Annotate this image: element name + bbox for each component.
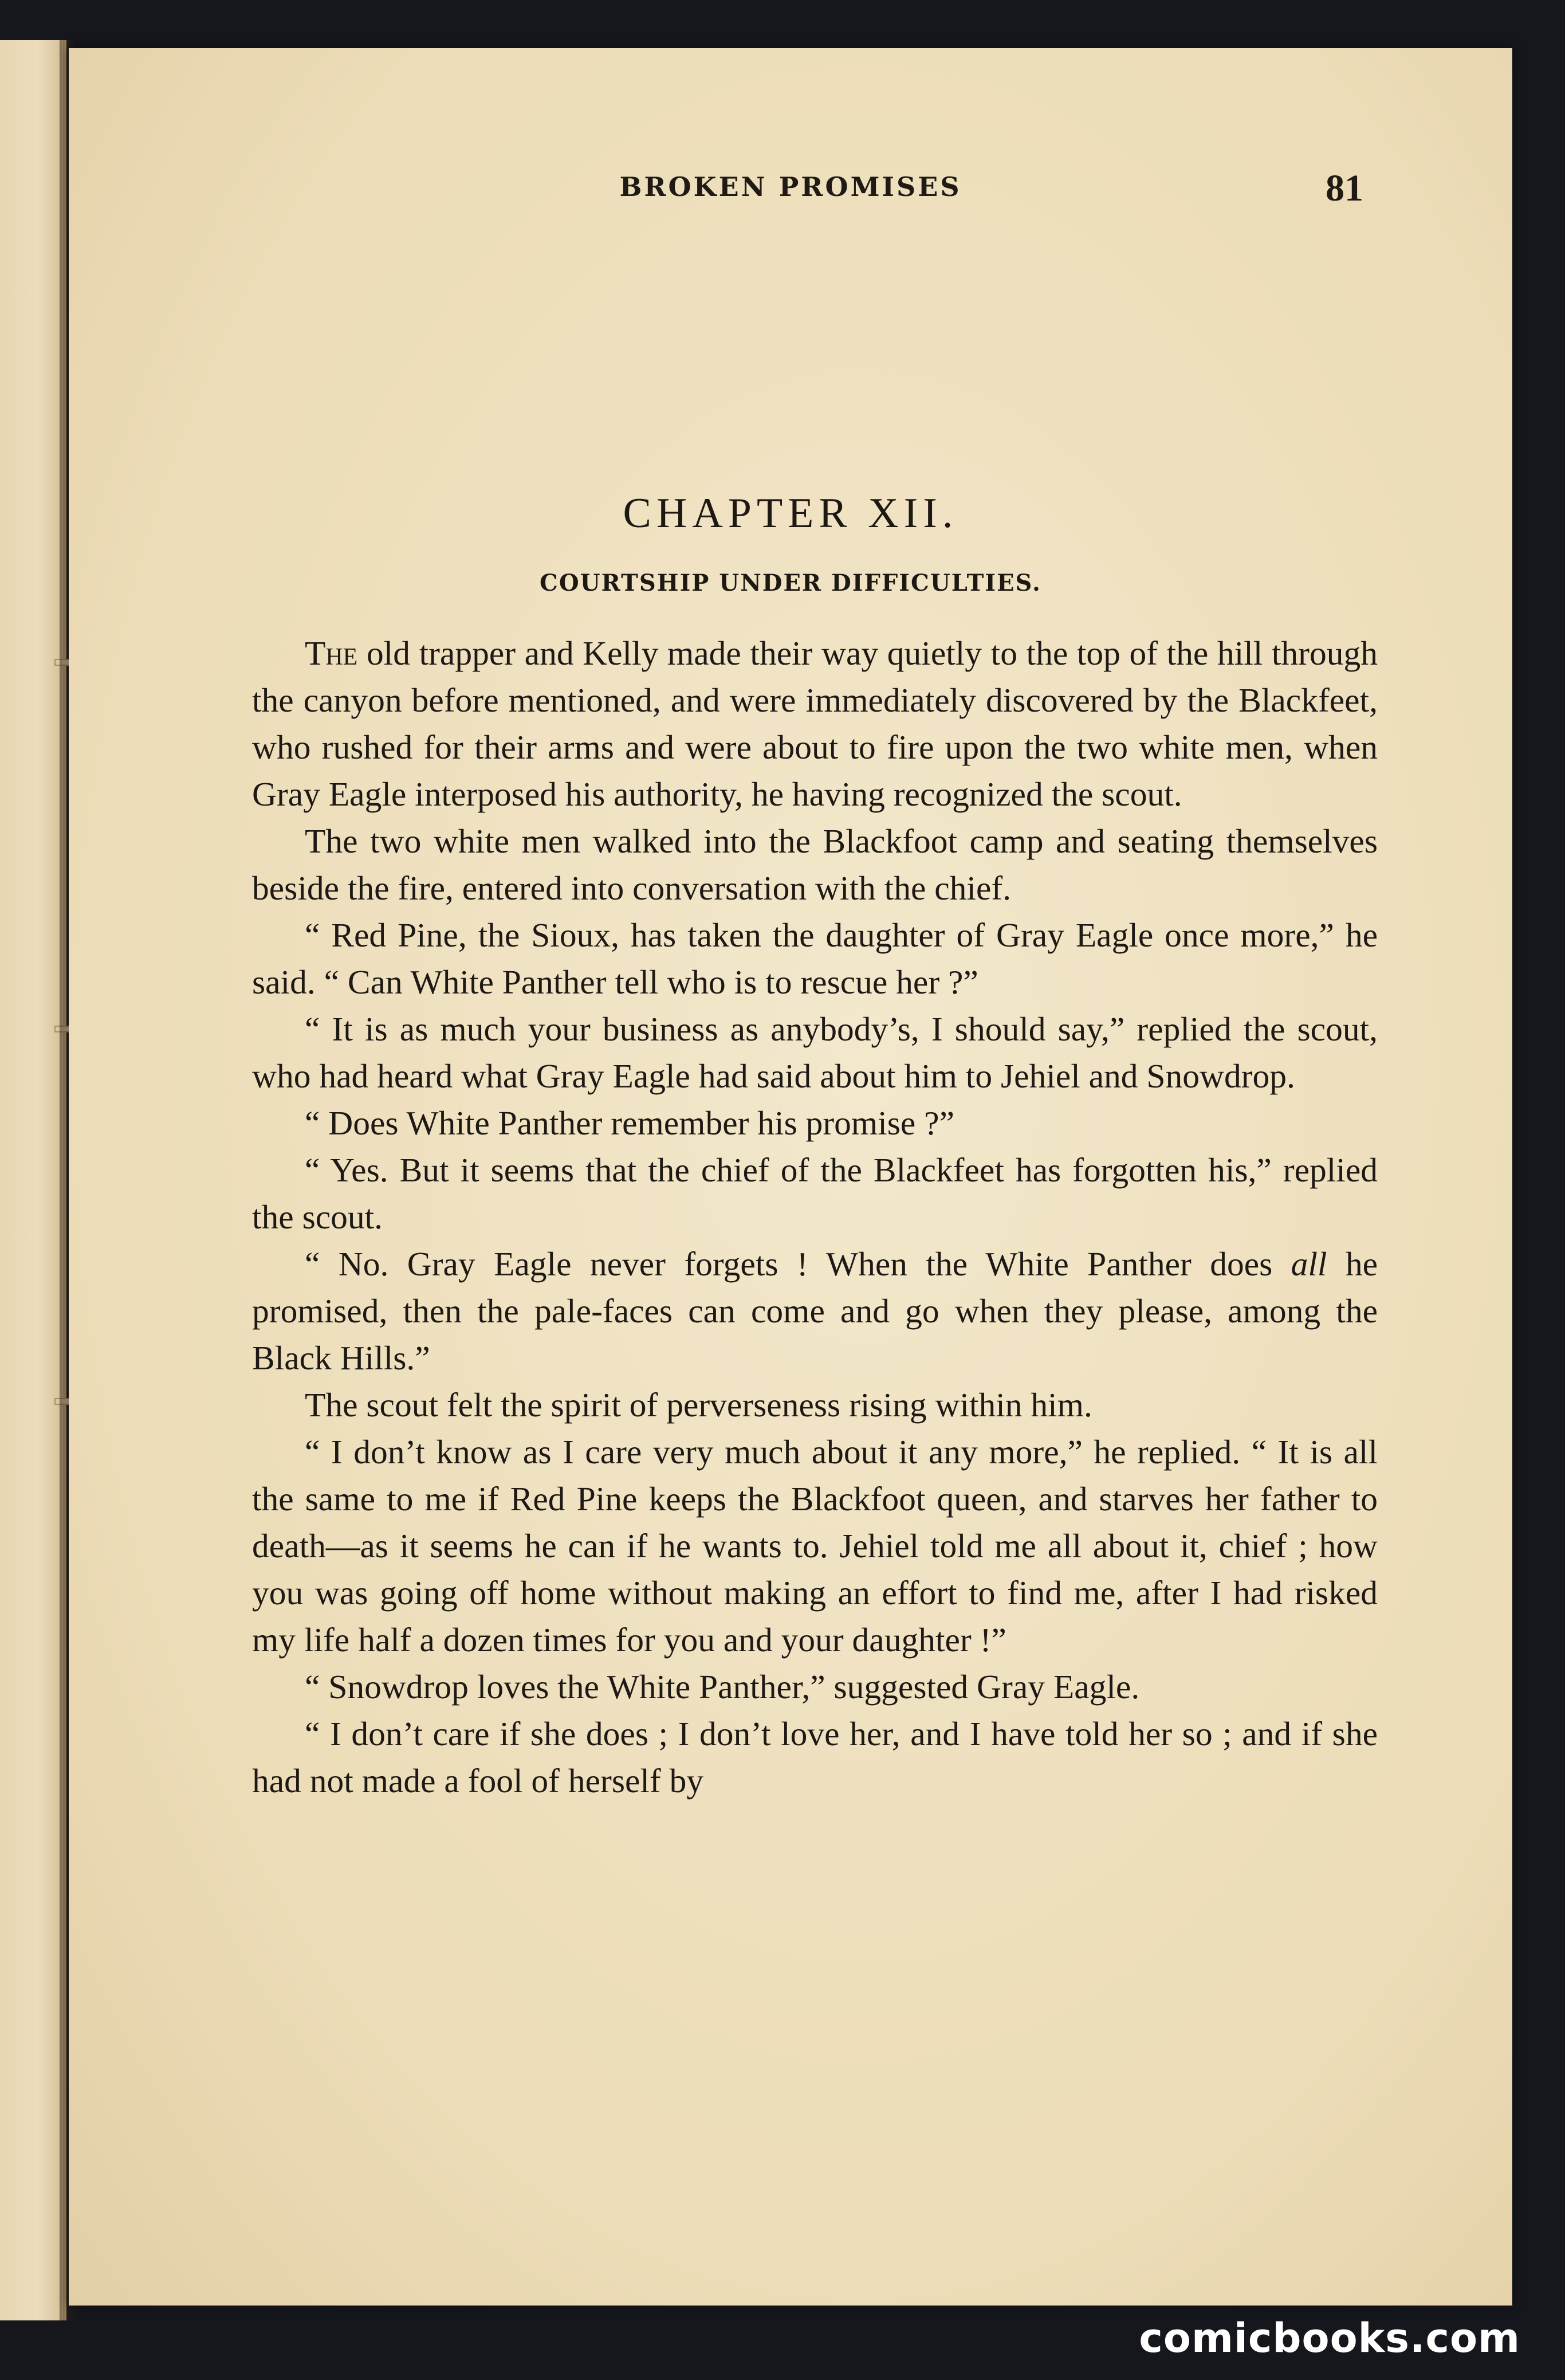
paragraph <box>252 1240 1378 1381</box>
paragraph: “ I don’t know as I care very much about it any more,” he replied. “ It is all the same to me if Red Pine keeps the Blackfoot queen, and starves her father to death—as it seems he can if he wants to. Jehiel told me all about it, chief ; how you was going off home without making an effort to find me, after I had risked my life half a dozen times for you and your daughter !” <box>252 1433 1378 1659</box>
paragraph-text: old trapper and Kelly made their way quietly to the top of the hill through the canyon before mentioned, and were immediately discovered by the Blackfeet, who rushed for their arms and were about to fire upon the two white men, when Gray Eagle interposed his authority, he having recognized the scout. <box>252 634 1378 813</box>
paragraph: “ Snowdrop loves the White Panther,” suggested Gray Eagle. <box>305 1668 1140 1706</box>
emphasis-text: all <box>1291 1245 1327 1283</box>
chapter-title: CHAPTER XII. <box>623 490 958 537</box>
page-number: 81 <box>1326 167 1363 209</box>
paragraph: The scout felt the spirit of perverseness rising within him. <box>305 1386 1092 1424</box>
watermark: comicbooks.com <box>1139 2315 1520 2362</box>
chapter-subtitle: COURTSHIP UNDER DIFFICULTIES. <box>540 570 1041 596</box>
paragraph: “ Yes. But it seems that the chief of the Blackfeet has forgotten his,” replied the scout. <box>252 1151 1378 1236</box>
paragraph: “ I don’t care if she does ; I don’t love her, and I have told her so ; and if she had not made a fool of herself by <box>252 1715 1378 1800</box>
paragraph <box>252 630 1378 818</box>
paragraph-text: he promised, then the pale-faces can come and go when they please, among the Black Hills.” <box>252 1245 1378 1377</box>
paragraph: “ It is as much your business as anybody’s, I should say,” replied the scout, who had heard what Gray Eagle had said about him to Jehiel and Snowdrop. <box>252 1010 1378 1095</box>
paragraph: “ Red Pine, the Sioux, has taken the daughter of Gray Eagle once more,” he said. “ Can White Panther tell who is to rescue her ?” <box>252 916 1378 1001</box>
left-page-edge <box>0 40 66 2320</box>
running-head <box>69 167 1512 223</box>
paragraph: The two white men walked into the Blackfoot camp and seating themselves beside the fire, entered into conversation with the chief. <box>252 822 1378 907</box>
running-title: BROKEN PROMISES <box>619 171 962 202</box>
body-text <box>252 630 1378 1804</box>
drop-lead-word: The <box>305 634 358 672</box>
book-page <box>69 48 1512 2306</box>
paragraph: “ Does White Panther remember his promise ?” <box>305 1104 954 1142</box>
paragraph-text: “ No. Gray Eagle never forgets ! When the White Panther does <box>305 1245 1291 1283</box>
